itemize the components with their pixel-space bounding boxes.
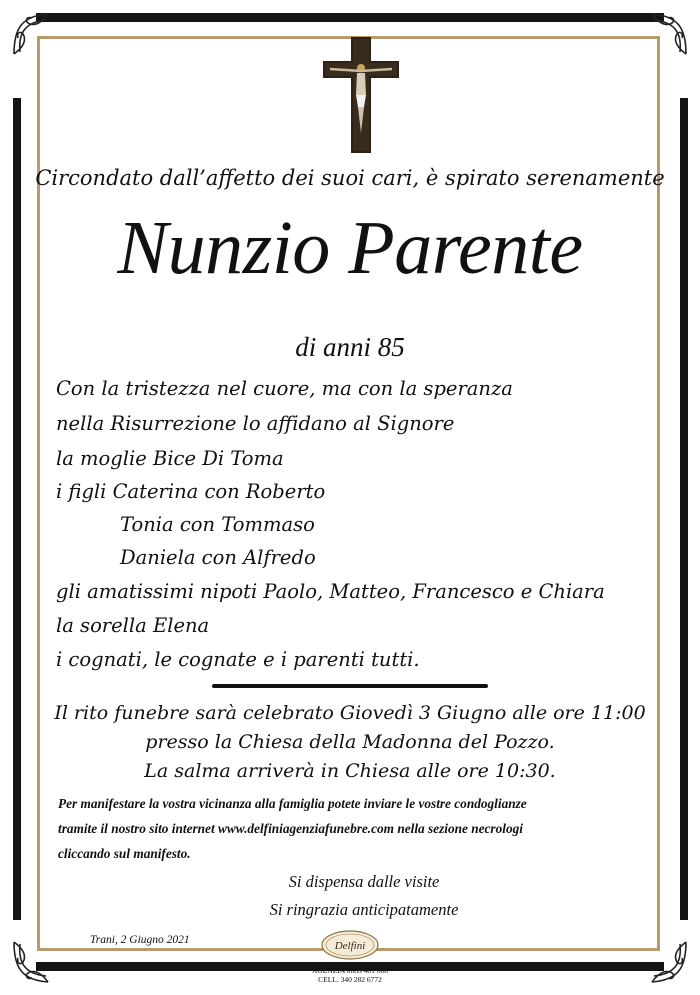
family-line: Daniela con Alfredo [120,546,316,569]
family-line: la moglie Bice Di Toma [56,447,284,470]
corner-ornament-icon [640,8,692,60]
family-line: i figli Caterina con Roberto [56,480,326,503]
deceased-name: Nunzio Parente [117,206,583,290]
intro-text: Circondato dall’affetto dei suoi cari, è spirato serenamente [35,166,665,190]
condolence-notice-line: tramite il nostro sito internet www.delfiniagenziafunebre.com nella sezione necrologi [58,821,523,836]
divider-line [212,684,488,688]
funeral-line: La salma arriverà in Chiesa alle ore 10:30. [144,760,556,782]
logo-text: Delfini [334,940,366,952]
condolence-notice-line: Per manifestare la vostra vicinanza alla famiglia potete inviare le vostre condoglianze [58,796,527,811]
condolence-notice-line: cliccando sul manifesto. [58,846,191,861]
funeral-line: Il rito funebre sarà celebrato Giovedì 3 Giugno alle ore 11:00 [54,702,646,724]
family-line: Con la tristezza nel cuore, ma con la speranza [56,377,513,400]
age-text: di anni 85 [295,332,405,362]
family-line: nella Risurrezione lo affidano al Signore [56,412,455,435]
agency-phone: AGENZIA 0883 481 608 [311,966,389,975]
family-line: Tonia con Tommaso [120,513,315,536]
closing-line: Si dispensa dalle visite [288,872,440,891]
closing-line: Si ringrazia anticipatamente [269,900,459,919]
cell-phone: CELL. 340 282 6772 [318,975,382,984]
dateline: Trani, 2 Giugno 2021 [90,934,190,946]
family-line: la sorella Elena [56,614,210,637]
family-line: gli amatissimi nipoti Paolo, Matteo, Francesco e Chiara [56,580,605,603]
funeral-line: presso la Chiesa della Madonna del Pozzo. [145,731,555,753]
top-frame-bar [36,13,664,22]
family-line: i cognati, le cognate e i parenti tutti. [56,648,420,671]
corner-ornament-icon [8,8,60,60]
crucifix-icon [320,35,402,155]
